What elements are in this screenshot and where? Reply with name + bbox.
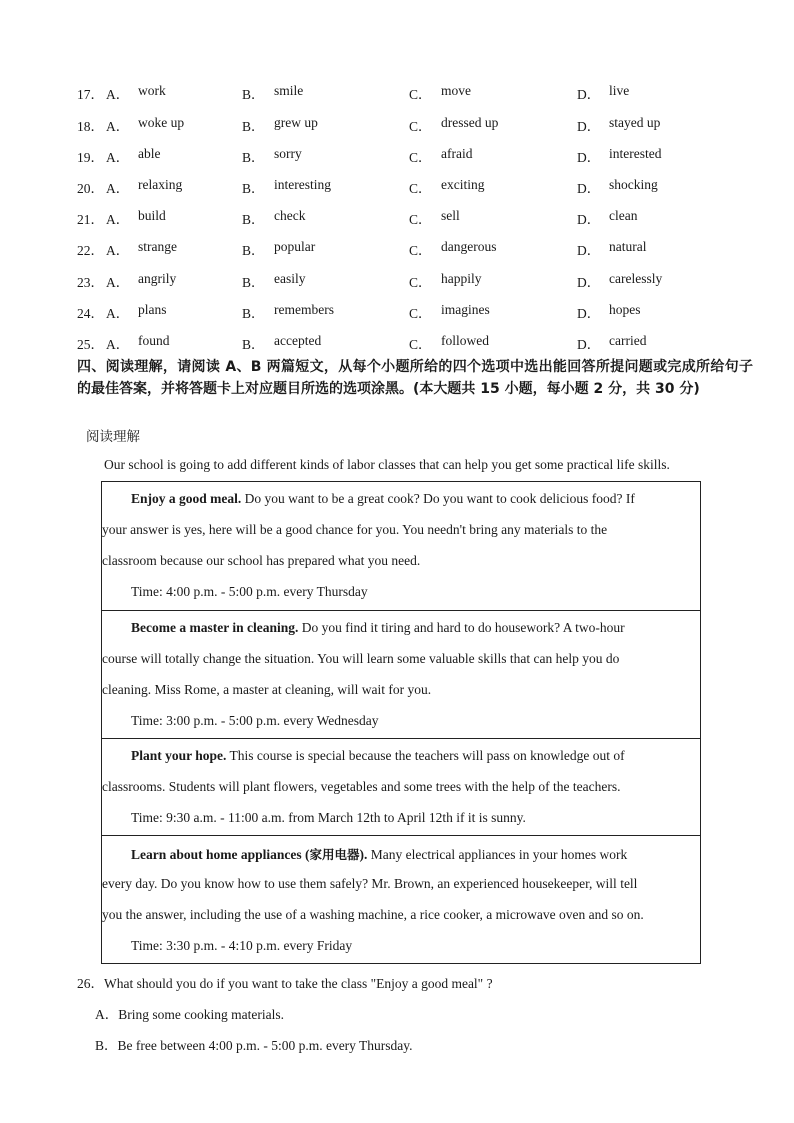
option-text-d: live bbox=[609, 83, 630, 98]
class-text: Do you find it tiring and hard to do housework? A two-hour bbox=[298, 620, 625, 635]
option-text-b: remembers bbox=[274, 302, 334, 317]
class-text: you the answer, including the use of a washing machine, a rice cooker, a microwave oven and so on. bbox=[102, 907, 644, 922]
question-number: 21． bbox=[77, 212, 104, 227]
option-letter-a: A． bbox=[106, 150, 130, 165]
option-letter-a: A． bbox=[106, 306, 130, 321]
option-letter-d: D． bbox=[577, 212, 601, 227]
option-text-c: happily bbox=[441, 271, 482, 286]
option-row bbox=[0, 146, 794, 166]
option-letter-a: A． bbox=[106, 243, 130, 258]
class-text: Many electrical appliances in your homes work bbox=[367, 847, 628, 862]
option-text-d: shocking bbox=[609, 177, 658, 192]
class-line bbox=[131, 491, 635, 507]
option-letter-c: C． bbox=[409, 306, 432, 321]
option-text-b: sorry bbox=[274, 146, 302, 161]
class-title: Become a master in cleaning. bbox=[131, 620, 299, 635]
option-text-a: able bbox=[138, 146, 161, 161]
class-time: Time: 3:30 p.m. - 4:10 p.m. every Friday bbox=[131, 938, 353, 953]
option-letter-a: A． bbox=[106, 181, 130, 196]
class-cell-appliances bbox=[102, 836, 700, 963]
question-option-b: B．Be free between 4:00 p.m. - 5:00 p.m. every Thursday. bbox=[95, 1038, 413, 1053]
option-text-b: smile bbox=[274, 83, 304, 98]
class-text: your answer is yes, here will be a good chance for you. You needn't bring any materials to the bbox=[102, 522, 608, 537]
option-text-a: relaxing bbox=[138, 177, 183, 192]
option-text-c: sell bbox=[441, 208, 460, 223]
class-title: Plant your hope. bbox=[131, 748, 227, 763]
classes-table bbox=[101, 481, 701, 964]
class-time: Time: 4:00 p.m. - 5:00 p.m. every Thursday bbox=[131, 584, 368, 599]
class-text: classrooms. Students will plant flowers, vegetables and some trees with the help of the teachers. bbox=[102, 779, 621, 794]
option-letter-c: C． bbox=[409, 181, 432, 196]
option-letter-a: A． bbox=[106, 275, 130, 290]
question-number: 24． bbox=[77, 306, 104, 321]
option-letter-b: B． bbox=[242, 119, 265, 134]
question-number: 23． bbox=[77, 275, 104, 290]
option-letter-c: C． bbox=[409, 87, 432, 102]
option-text-b: grew up bbox=[274, 115, 318, 130]
option-row bbox=[0, 208, 794, 228]
class-line bbox=[131, 620, 625, 636]
option-row bbox=[0, 115, 794, 135]
option-letter-a: A． bbox=[106, 212, 130, 227]
question-number: 17． bbox=[77, 87, 104, 102]
option-text-d: carried bbox=[609, 333, 647, 348]
option-letter-b: B． bbox=[242, 243, 265, 258]
class-time: Time: 3:00 p.m. - 5:00 p.m. every Wednesday bbox=[131, 713, 379, 728]
option-letter-d: D． bbox=[577, 243, 601, 258]
class-text: cleaning. Miss Rome, a master at cleaning, will wait for you. bbox=[102, 682, 432, 697]
section-title: 四、阅读理解，请阅读 A、B 两篇短文，从每个小题所给的四个选项中选出能回答所提问题或完成所给句子 的最佳答案，并将答题卡上对应题目所选的选项涂黑。(本大题共 15 小题，每小题 2 分，共 30 分) bbox=[77, 359, 753, 397]
option-letter-b: B． bbox=[242, 181, 265, 196]
class-title: Enjoy a good meal. bbox=[131, 491, 242, 506]
option-text-c: dangerous bbox=[441, 239, 497, 254]
option-letter-c: C． bbox=[409, 150, 432, 165]
option-letter-b: B． bbox=[242, 306, 265, 321]
option-letter-a: A． bbox=[106, 87, 130, 102]
option-text-b: accepted bbox=[274, 333, 322, 348]
option-text-d: interested bbox=[609, 146, 662, 161]
option-row bbox=[0, 83, 794, 103]
class-text: Do you want to be a great cook? Do you want to cook delicious food? If bbox=[241, 491, 635, 506]
option-text-a: plans bbox=[138, 302, 167, 317]
question-option-a: A．Bring some cooking materials. bbox=[95, 1007, 284, 1022]
option-text-d: hopes bbox=[609, 302, 641, 317]
class-text: This course is special because the teachers will pass on knowledge out of bbox=[226, 748, 625, 763]
passage-intro: Our school is going to add different kinds of labor classes that can help you get some practical life skills. bbox=[104, 457, 670, 472]
option-text-a: woke up bbox=[138, 115, 185, 130]
option-letter-d: D． bbox=[577, 306, 601, 321]
question-number: 18． bbox=[77, 119, 104, 134]
class-title-cjk: 家用电器 bbox=[309, 847, 360, 862]
option-text-c: move bbox=[441, 83, 471, 98]
option-letter-a: A． bbox=[106, 119, 130, 134]
option-letter-d: D． bbox=[577, 87, 601, 102]
option-letter-b: B． bbox=[242, 87, 265, 102]
option-letter-d: D． bbox=[577, 150, 601, 165]
class-time: Time: 9:30 a.m. - 11:00 a.m. from March 12th to April 12th if it is sunny. bbox=[131, 810, 526, 825]
option-row bbox=[0, 271, 794, 291]
option-text-b: popular bbox=[274, 239, 316, 254]
class-text: course will totally change the situation. You will learn some valuable skills that can help you do bbox=[102, 651, 620, 666]
option-text-a: found bbox=[138, 333, 170, 348]
question-number: 19． bbox=[77, 150, 104, 165]
class-cell-cleaning bbox=[102, 611, 700, 739]
option-row bbox=[0, 333, 794, 353]
option-text-a: strange bbox=[138, 239, 177, 254]
option-row bbox=[0, 177, 794, 197]
option-letter-b: B． bbox=[242, 275, 265, 290]
question-number: 22． bbox=[77, 243, 104, 258]
question-stem: 26．What should you do if you want to take the class "Enjoy a good meal" ? bbox=[77, 976, 493, 991]
option-letter-c: C． bbox=[409, 212, 432, 227]
class-title: Learn about home appliances ( bbox=[131, 847, 310, 862]
option-text-b: easily bbox=[274, 271, 306, 286]
option-text-c: afraid bbox=[441, 146, 473, 161]
option-text-b: check bbox=[274, 208, 306, 223]
option-text-c: exciting bbox=[441, 177, 485, 192]
option-text-d: carelessly bbox=[609, 271, 663, 286]
class-cell-planting bbox=[102, 739, 700, 836]
option-row bbox=[0, 302, 794, 322]
option-letter-d: D． bbox=[577, 181, 601, 196]
option-letter-d: D． bbox=[577, 337, 601, 352]
option-text-a: build bbox=[138, 208, 166, 223]
class-text: classroom because our school has prepared what you need. bbox=[102, 553, 421, 568]
option-letter-c: C． bbox=[409, 119, 432, 134]
option-text-c: dressed up bbox=[441, 115, 499, 130]
question-number: 25． bbox=[77, 337, 104, 352]
option-letter-d: D． bbox=[577, 275, 601, 290]
option-text-a: angrily bbox=[138, 271, 177, 286]
option-letter-c: C． bbox=[409, 337, 432, 352]
class-cell-cooking bbox=[102, 482, 700, 611]
option-text-c: imagines bbox=[441, 302, 490, 317]
class-text: every day. Do you know how to use them safely? Mr. Brown, an experienced housekeeper, will tell bbox=[102, 876, 638, 891]
class-line bbox=[131, 748, 625, 764]
option-letter-c: C． bbox=[409, 243, 432, 258]
option-text-d: clean bbox=[609, 208, 638, 223]
option-text-c: followed bbox=[441, 333, 489, 348]
option-letter-b: B． bbox=[242, 212, 265, 227]
option-letter-a: A． bbox=[106, 337, 130, 352]
class-title-end: ). bbox=[359, 847, 368, 862]
option-letter-b: B． bbox=[242, 150, 265, 165]
option-text-d: natural bbox=[609, 239, 647, 254]
question-number: 20． bbox=[77, 181, 104, 196]
option-letter-d: D． bbox=[577, 119, 601, 134]
option-text-d: stayed up bbox=[609, 115, 661, 130]
option-text-b: interesting bbox=[274, 177, 331, 192]
option-row bbox=[0, 239, 794, 259]
class-line bbox=[131, 845, 627, 863]
sub-heading: 阅读理解 bbox=[86, 429, 140, 445]
option-letter-c: C． bbox=[409, 275, 432, 290]
option-text-a: work bbox=[138, 83, 166, 98]
option-letter-b: B． bbox=[242, 337, 265, 352]
